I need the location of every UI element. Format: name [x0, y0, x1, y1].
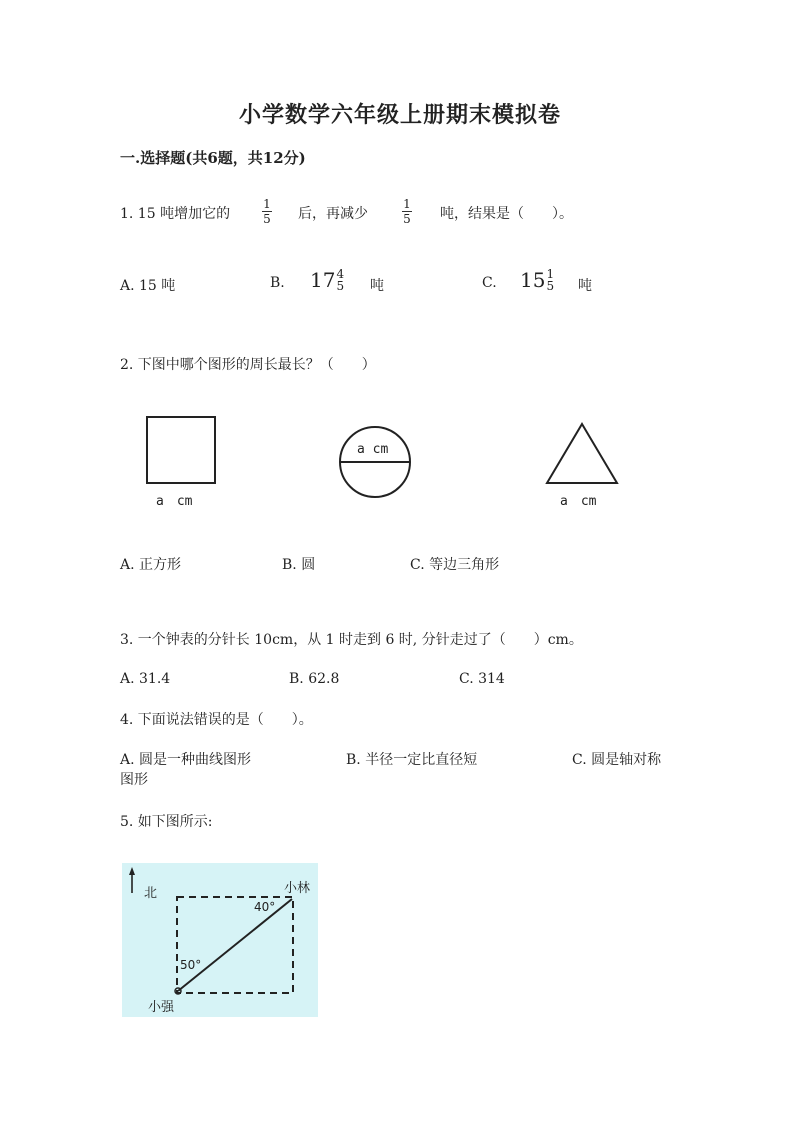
q1-option-a[interactable]: A. 15 吨	[120, 278, 176, 294]
q1-fraction-1	[262, 197, 272, 226]
q2-option-a[interactable]: A. 正方形	[120, 557, 182, 573]
circle-label: a cm	[357, 442, 389, 457]
q1-option-b-unit: 吨	[370, 278, 384, 294]
q2-option-b[interactable]: B. 圆	[282, 557, 316, 573]
q1-option-b-label[interactable]: B.	[270, 275, 285, 291]
q1-option-b-denominator: 5	[336, 279, 345, 293]
xiaoqiang-label: 小强	[148, 1000, 175, 1015]
q3-stem: 3. 一个钟表的分针长 10cm，从 1 时走到 6 时, 分针走过了（ ）cm。	[120, 632, 583, 648]
north-label: 北	[144, 886, 158, 901]
q1-option-c-label[interactable]: C.	[482, 275, 497, 291]
q5-stem: 5. 如下图所示:	[120, 814, 213, 830]
q1-fraction-2-numerator: 1	[403, 197, 411, 211]
q1-option-c-denominator: 5	[546, 279, 555, 293]
q3-option-a[interactable]: A. 31.4	[120, 671, 171, 687]
north-arrow-icon	[129, 867, 135, 875]
q2-stem: 2. 下图中哪个图形的周长最长？（ ）	[120, 357, 376, 373]
q1-option-c-mixed-number	[520, 268, 554, 292]
xiaolin-label: 小林	[284, 881, 311, 896]
q4-stem: 4. 下面说法错误的是（ ）。	[120, 712, 313, 728]
q3-option-c[interactable]: C. 314	[459, 671, 505, 687]
q4-option-b[interactable]: B. 半径一定比直径短	[346, 752, 478, 768]
q4-option-c-continued: 图形	[120, 772, 148, 788]
q1-option-c-numerator: 1	[546, 267, 555, 281]
triangle-label: a cm	[560, 494, 597, 509]
q1-stem-c: 吨，结果是（ ）。	[440, 206, 573, 222]
triangle-shape	[544, 420, 620, 486]
square-shape	[146, 416, 216, 484]
q1-fraction-2	[402, 197, 412, 226]
q1-fraction-2-denominator: 5	[403, 212, 411, 226]
square-label: a cm	[156, 494, 193, 509]
direction-map	[122, 863, 318, 1017]
q1-option-b-whole: 17	[310, 268, 336, 292]
q1-stem-b: 后，再减少	[298, 206, 368, 222]
angle-40-label: 40°	[254, 900, 276, 914]
q1-option-c-unit: 吨	[578, 278, 592, 294]
section-heading: 一.选择题(共6题，共12分)	[120, 149, 306, 167]
q1-option-b-mixed-number	[310, 268, 344, 292]
q1-option-c-whole: 15	[520, 268, 546, 292]
q1-fraction-1-numerator: 1	[263, 197, 271, 211]
angle-50-label: 50°	[180, 958, 202, 972]
page-title: 小学数学六年级上册期末模拟卷	[238, 102, 561, 128]
q2-option-c[interactable]: C. 等边三角形	[410, 557, 500, 573]
q4-option-a[interactable]: A. 圆是一种曲线图形	[120, 752, 252, 768]
circle-shape	[336, 424, 414, 500]
q1-fraction-1-denominator: 5	[263, 212, 271, 226]
q1-option-b-numerator: 4	[336, 267, 345, 281]
q1-stem-a: 1. 15 吨增加它的	[120, 206, 231, 222]
q4-option-c[interactable]: C. 圆是轴对称	[572, 752, 662, 768]
q3-option-b[interactable]: B. 62.8	[289, 671, 340, 687]
